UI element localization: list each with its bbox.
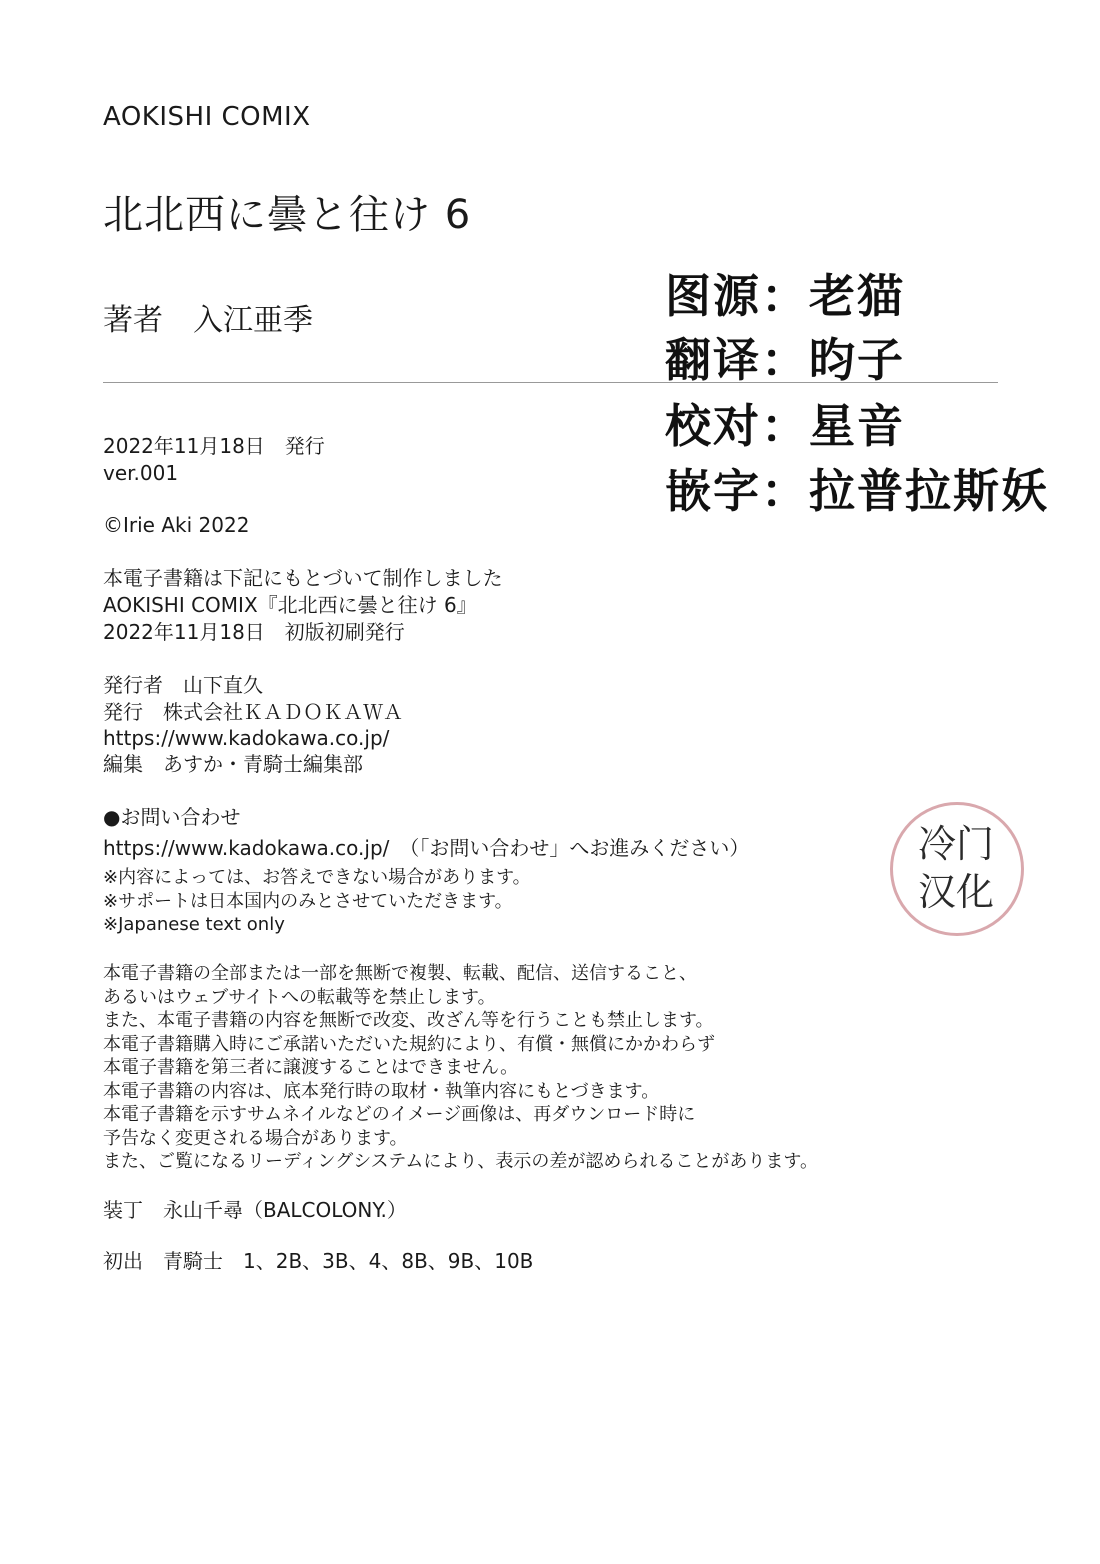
contact-url: https://www.kadokawa.co.jp/ （「お問い合わせ」へお進みください） <box>103 836 750 860</box>
copyright: ©Irie Aki 2022 <box>103 513 250 537</box>
design-credit: 装丁 永山千尋（BALCOLONY.） <box>103 1198 407 1222</box>
terms-line: 予告なく変更される場合があります。 <box>103 1128 408 1149</box>
basis-line: 本電子書籍は下記にもとづいて制作しました <box>103 566 503 590</box>
terms-line: また、ご覧になるリーディングシステムにより、表示の差が認められることがあります。 <box>103 1151 818 1172</box>
series-label: AOKISHI COMIX <box>103 102 311 132</box>
contact-heading: ●お問い合わせ <box>103 805 241 829</box>
basis-line: AOKISHI COMIX『北北西に曇と往け 6』 <box>103 593 477 617</box>
contact-note: ※Japanese text only <box>103 914 285 935</box>
terms-line: 本電子書籍購入時にご承諾いただいた規約により、有償・無償にかかわらず <box>103 1034 715 1055</box>
seal-text: 冷门 汉化 <box>917 822 994 914</box>
book-title: 北北西に曇と往け 6 <box>103 192 472 238</box>
terms-line: あるいはウェブサイトへの転載等を禁止します。 <box>103 987 496 1008</box>
publisher-line: 発行者 山下直久 <box>103 673 263 697</box>
first-publication: 初出 青騎士 1、2B、3B、4、8B、9B、10B <box>103 1249 534 1273</box>
publisher-line: 編集 あすか・青騎士編集部 <box>103 752 363 776</box>
credit-source: 图源：老猫 <box>665 269 905 323</box>
contact-note: ※内容によっては、お答えできない場合があります。 <box>103 867 531 888</box>
publish-date: 2022年11月18日 発行 <box>103 434 325 458</box>
terms-line: 本電子書籍を示すサムネイルなどのイメージ画像は、再ダウンロード時に <box>103 1104 696 1125</box>
contact-note: ※サポートは日本国内のみとさせていただきます。 <box>103 891 513 912</box>
terms-line: また、本電子書籍の内容を無断で改変、改ざん等を行うことも禁止します。 <box>103 1010 714 1031</box>
terms-line: 本電子書籍の全部または一部を無断で複製、転載、配信、送信すること、 <box>103 963 697 984</box>
credit-proofreading: 校对：星音 <box>665 399 905 453</box>
basis-line: 2022年11月18日 初版初刷発行 <box>103 620 405 644</box>
credit-typesetting: 嵌字：拉普拉斯妖 <box>665 464 1049 518</box>
version: ver.001 <box>103 461 179 485</box>
credit-translation: 翻译：昀子 <box>665 333 905 387</box>
publisher-line: 発行 株式会社ＫＡＤＯＫＡＷＡ <box>103 700 403 724</box>
terms-line: 本電子書籍を第三者に譲渡することはできません。 <box>103 1057 519 1078</box>
publisher-url: https://www.kadokawa.co.jp/ <box>103 726 390 750</box>
terms-line: 本電子書籍の内容は、底本発行時の取材・執筆内容にもとづきます。 <box>103 1081 660 1102</box>
author-line: 著者 入江亜季 <box>103 303 313 338</box>
